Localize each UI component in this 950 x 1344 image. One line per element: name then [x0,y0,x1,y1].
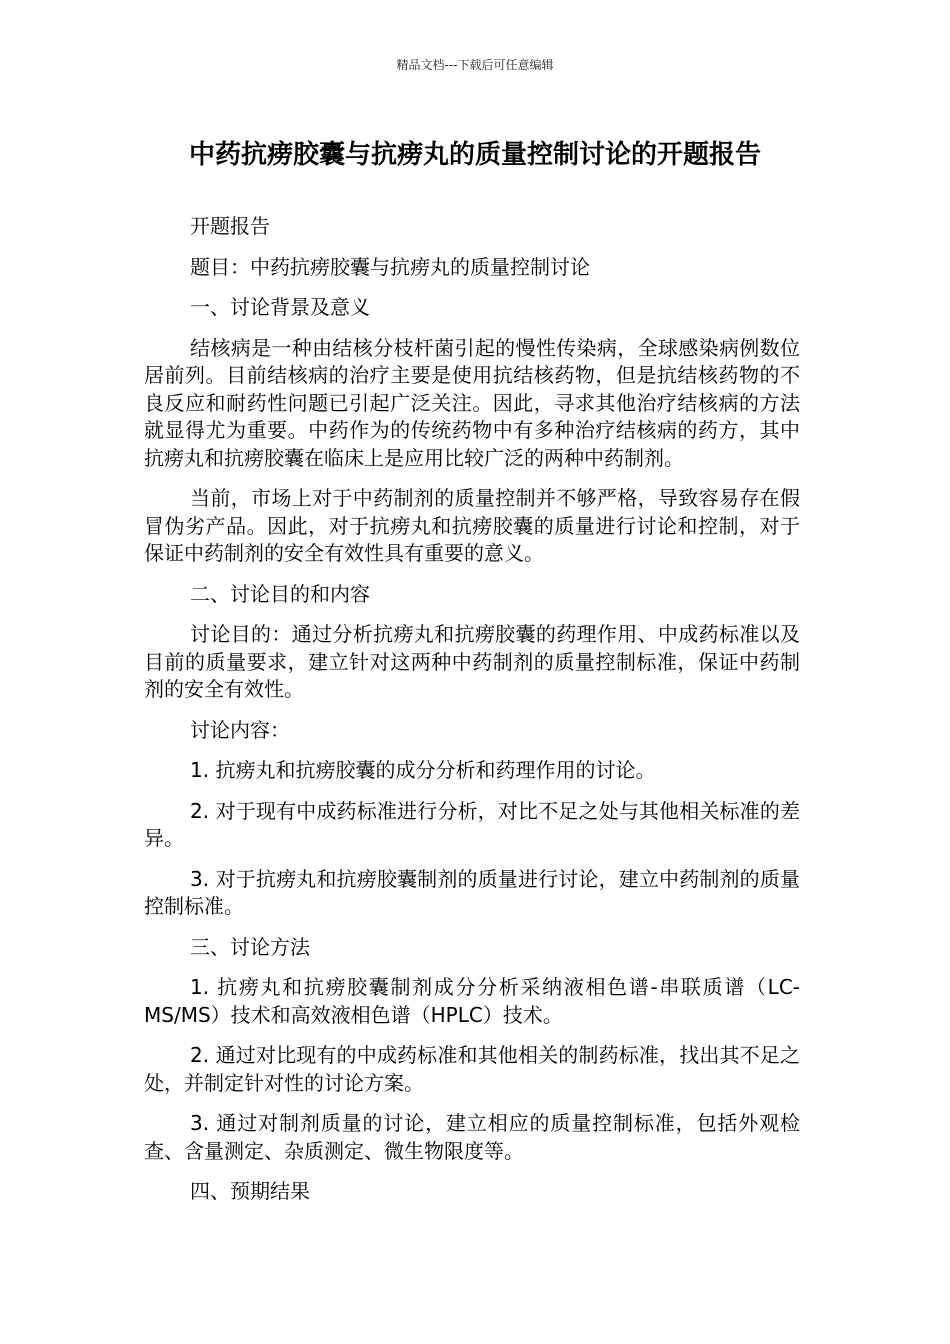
section-heading-methods: 三、讨论方法 [190,934,310,959]
section-heading-purpose: 二、讨论目的和内容 [190,581,370,606]
paragraph-background-1: 结核病是一种由结核分枝杆菌引起的慢性传染病，全球感染病例数位居前列。目前结核病的治疗主要是使用抗结核药物，但是抗结核药物的不良反应和耐药性问题已引起广泛关注。因此，寻求其他治疗结核病的方法就显得尤为重要。中药作为的传统药物中有多种治疗结核病的药方，其中抗痨丸和抗痨胶囊在临床上是应用比较广泛的两种中药制剂。 [144,335,800,470]
paragraph-content-label: 讨论内容： [190,717,290,742]
list-item-content-1: 1. 抗痨丸和抗痨胶囊的成分分析和药理作用的讨论。 [190,758,656,782]
section-heading-background: 一、讨论背景及意义 [190,295,370,319]
section-heading-expected-results: 四、预期结果 [190,1179,310,1203]
document-title: 中药抗痨胶囊与抗痨丸的质量控制讨论的开题报告 [188,140,761,170]
page-header: 精品文档---下载后可任意编辑 [396,58,554,72]
paragraph-purpose: 讨论目的：通过分析抗痨丸和抗痨胶囊的药理作用、中成药标准以及目前的质量要求，建立针对这两种中药制剂的质量控制标准，保证中药制剂的安全有效性。 [144,622,800,701]
list-item-method-3: 3. 通过对制剂质量的讨论，建立相应的质量控制标准，包括外观检查、含量测定、杂质测定、微生物限度等。 [144,1111,800,1163]
document-body [144,213,800,1219]
list-item-content-3: 3. 对于抗痨丸和抗痨胶囊制剂的质量进行讨论，建立中药制剂的质量控制标准。 [144,866,800,918]
paragraph-report-label: 开题报告 [190,214,270,238]
list-item-method-2: 2. 通过对比现有的中成药标准和其他相关的制药标准，找出其不足之处，并制定针对性的讨论方案。 [144,1043,800,1095]
paragraph-topic: 题目：中药抗痨胶囊与抗痨丸的质量控制讨论 [190,254,590,279]
paragraph-background-2: 当前，市场上对于中药制剂的质量控制并不够严格，导致容易存在假冒伪劣产品。因此，对于抗痨丸和抗痨胶囊的质量进行讨论和控制，对于保证中药制剂的安全有效性具有重要的意义。 [144,486,800,565]
list-item-content-2: 2. 对于现有中成药标准进行分析，对比不足之处与其他相关标准的差异。 [144,798,800,850]
list-item-method-1: 1. 抗痨丸和抗痨胶囊制剂成分分析采纳液相色谱-串联质谱（LC-MS/MS）技术和高效液相色谱（HPLC）技术。 [144,975,800,1027]
